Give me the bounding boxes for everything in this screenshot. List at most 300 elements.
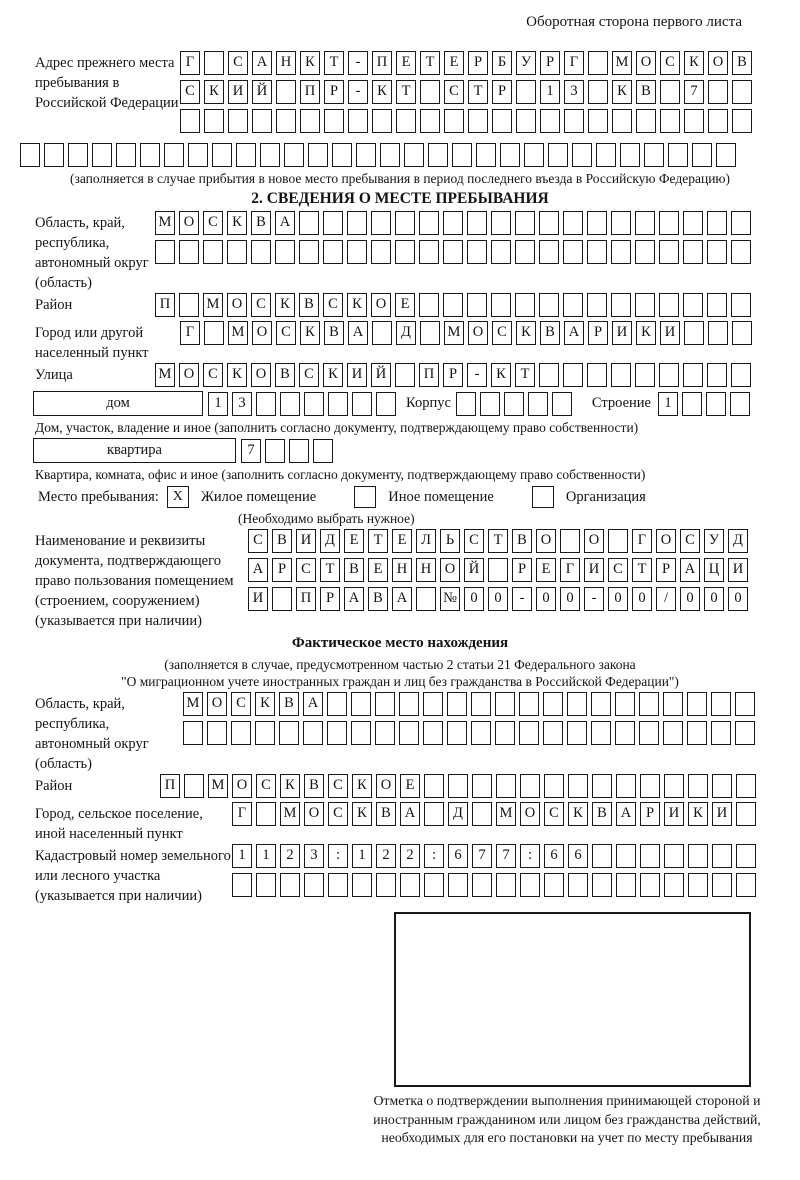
char-box[interactable] (640, 844, 660, 868)
char-box[interactable]: П (296, 587, 316, 611)
char-box[interactable] (372, 321, 392, 345)
char-box[interactable] (299, 211, 319, 235)
char-box[interactable] (284, 143, 304, 167)
char-box[interactable]: Р (272, 558, 292, 582)
char-box[interactable] (304, 392, 324, 416)
char-box[interactable] (659, 240, 679, 264)
char-box[interactable] (443, 240, 463, 264)
char-box[interactable] (472, 873, 492, 897)
char-box[interactable]: - (348, 51, 368, 75)
char-box[interactable]: Т (515, 363, 535, 387)
char-box[interactable]: М (228, 321, 248, 345)
char-box[interactable]: 6 (544, 844, 564, 868)
char-box[interactable] (543, 721, 563, 745)
char-box[interactable]: К (275, 293, 295, 317)
char-box[interactable]: В (732, 51, 752, 75)
char-box[interactable]: 7 (241, 439, 261, 463)
char-box[interactable]: Т (488, 529, 508, 553)
char-box[interactable]: Н (416, 558, 436, 582)
char-box[interactable] (496, 873, 516, 897)
char-box[interactable] (515, 240, 535, 264)
char-box[interactable]: К (688, 802, 708, 826)
char-box[interactable] (495, 721, 515, 745)
char-box[interactable]: А (303, 692, 323, 716)
char-box[interactable] (447, 721, 467, 745)
char-box[interactable]: К (227, 211, 247, 235)
char-box[interactable] (568, 774, 588, 798)
char-box[interactable]: Г (560, 558, 580, 582)
char-box[interactable] (688, 873, 708, 897)
char-box[interactable]: И (296, 529, 316, 553)
char-box[interactable] (616, 844, 636, 868)
char-box[interactable] (183, 721, 203, 745)
char-box[interactable]: В (344, 558, 364, 582)
char-box[interactable]: № (440, 587, 460, 611)
char-box[interactable]: И (248, 587, 268, 611)
char-box[interactable]: Т (324, 51, 344, 75)
char-box[interactable] (116, 143, 136, 167)
char-box[interactable]: 2 (376, 844, 396, 868)
char-box[interactable] (664, 844, 684, 868)
char-box[interactable] (420, 109, 440, 133)
char-box[interactable] (395, 240, 415, 264)
char-box[interactable] (528, 392, 548, 416)
char-box[interactable]: О (468, 321, 488, 345)
char-box[interactable] (640, 873, 660, 897)
char-box[interactable]: У (704, 529, 724, 553)
char-box[interactable]: С (231, 692, 251, 716)
char-box[interactable]: Т (420, 51, 440, 75)
char-box[interactable]: О (376, 774, 396, 798)
char-box[interactable]: Е (392, 529, 412, 553)
char-box[interactable] (488, 558, 508, 582)
char-box[interactable] (324, 109, 344, 133)
char-box[interactable] (204, 51, 224, 75)
char-box[interactable]: 0 (536, 587, 556, 611)
char-box[interactable]: Р (468, 51, 488, 75)
char-box[interactable] (712, 844, 732, 868)
char-box[interactable] (375, 721, 395, 745)
char-box[interactable] (304, 873, 324, 897)
char-box[interactable] (664, 774, 684, 798)
char-box[interactable] (572, 143, 592, 167)
char-box[interactable]: Г (180, 51, 200, 75)
char-box[interactable]: Д (396, 321, 416, 345)
char-box[interactable] (592, 774, 612, 798)
char-box[interactable]: О (232, 774, 252, 798)
char-box[interactable] (308, 143, 328, 167)
char-box[interactable] (640, 774, 660, 798)
char-box[interactable] (706, 392, 726, 416)
char-box[interactable]: С (608, 558, 628, 582)
char-box[interactable] (256, 802, 276, 826)
char-box[interactable] (404, 143, 424, 167)
char-box[interactable] (207, 721, 227, 745)
char-box[interactable] (376, 873, 396, 897)
char-box[interactable] (639, 692, 659, 716)
char-box[interactable]: П (419, 363, 439, 387)
char-box[interactable]: 7 (684, 80, 704, 104)
char-box[interactable] (164, 143, 184, 167)
char-box[interactable]: К (352, 774, 372, 798)
char-box[interactable]: А (252, 51, 272, 75)
char-box[interactable]: К (516, 321, 536, 345)
char-box[interactable]: О (520, 802, 540, 826)
char-box[interactable] (496, 774, 516, 798)
char-box[interactable]: К (300, 51, 320, 75)
char-box[interactable] (515, 211, 535, 235)
char-box[interactable]: В (304, 774, 324, 798)
char-box[interactable] (468, 109, 488, 133)
char-box[interactable] (300, 109, 320, 133)
char-box[interactable]: А (680, 558, 700, 582)
char-box[interactable] (265, 439, 285, 463)
char-box[interactable] (682, 392, 702, 416)
char-box[interactable] (663, 692, 683, 716)
char-box[interactable]: К (255, 692, 275, 716)
char-box[interactable] (492, 109, 512, 133)
char-box[interactable] (592, 873, 612, 897)
char-box[interactable]: В (376, 802, 396, 826)
char-box[interactable]: Е (396, 51, 416, 75)
char-box[interactable] (548, 143, 568, 167)
char-box[interactable]: М (203, 293, 223, 317)
char-box[interactable]: А (400, 802, 420, 826)
char-box[interactable] (260, 143, 280, 167)
char-box[interactable]: Й (252, 80, 272, 104)
char-box[interactable] (275, 240, 295, 264)
char-box[interactable]: К (227, 363, 247, 387)
char-box[interactable] (716, 143, 736, 167)
char-box[interactable] (456, 392, 476, 416)
char-box[interactable]: Е (368, 558, 388, 582)
char-box[interactable]: У (516, 51, 536, 75)
char-box[interactable]: Т (396, 80, 416, 104)
char-box[interactable]: К (684, 51, 704, 75)
char-box[interactable] (303, 721, 323, 745)
char-box[interactable] (204, 321, 224, 345)
char-box[interactable] (735, 721, 755, 745)
char-box[interactable] (375, 692, 395, 716)
char-box[interactable] (544, 774, 564, 798)
char-box[interactable] (395, 211, 415, 235)
char-box[interactable]: 6 (448, 844, 468, 868)
char-box[interactable] (708, 109, 728, 133)
char-box[interactable]: 0 (704, 587, 724, 611)
char-box[interactable]: К (323, 363, 343, 387)
char-box[interactable] (560, 529, 580, 553)
char-box[interactable]: П (372, 51, 392, 75)
char-box[interactable] (323, 211, 343, 235)
char-box[interactable] (711, 692, 731, 716)
char-box[interactable]: Ц (704, 558, 724, 582)
char-box[interactable] (276, 109, 296, 133)
char-box[interactable] (452, 143, 472, 167)
char-box[interactable]: К (612, 80, 632, 104)
char-box[interactable]: С (180, 80, 200, 104)
char-box[interactable] (516, 80, 536, 104)
char-box[interactable]: 1 (352, 844, 372, 868)
char-box[interactable]: О (584, 529, 604, 553)
char-box[interactable] (347, 211, 367, 235)
char-box[interactable]: И (728, 558, 748, 582)
char-box[interactable]: М (155, 363, 175, 387)
char-box[interactable] (204, 109, 224, 133)
char-box[interactable] (180, 109, 200, 133)
char-box[interactable] (327, 692, 347, 716)
char-box[interactable]: М (444, 321, 464, 345)
char-box[interactable]: В (251, 211, 271, 235)
char-box[interactable]: М (612, 51, 632, 75)
char-box[interactable] (252, 109, 272, 133)
char-box[interactable] (731, 363, 751, 387)
char-box[interactable]: О (708, 51, 728, 75)
char-box[interactable]: Р (640, 802, 660, 826)
char-box[interactable] (687, 692, 707, 716)
char-box[interactable]: Н (392, 558, 412, 582)
char-box[interactable]: С (256, 774, 276, 798)
char-box[interactable]: 3 (304, 844, 324, 868)
char-box[interactable]: К (568, 802, 588, 826)
char-box[interactable]: С (276, 321, 296, 345)
char-box[interactable] (472, 802, 492, 826)
char-box[interactable]: 3 (232, 392, 252, 416)
char-box[interactable] (155, 240, 175, 264)
char-box[interactable] (289, 439, 309, 463)
char-box[interactable] (668, 143, 688, 167)
char-box[interactable]: 0 (560, 587, 580, 611)
char-box[interactable] (736, 802, 756, 826)
char-box[interactable]: 0 (728, 587, 748, 611)
char-box[interactable]: Т (632, 558, 652, 582)
char-box[interactable]: В (299, 293, 319, 317)
char-box[interactable]: Р (588, 321, 608, 345)
char-box[interactable]: Д (448, 802, 468, 826)
char-box[interactable] (299, 240, 319, 264)
char-box[interactable]: Р (320, 587, 340, 611)
char-box[interactable] (731, 240, 751, 264)
char-box[interactable]: 1 (540, 80, 560, 104)
char-box[interactable] (616, 774, 636, 798)
char-box[interactable]: С (228, 51, 248, 75)
char-box[interactable] (471, 721, 491, 745)
char-box[interactable]: 1 (208, 392, 228, 416)
char-box[interactable]: 0 (632, 587, 652, 611)
char-box[interactable]: О (371, 293, 391, 317)
char-box[interactable] (712, 774, 732, 798)
char-box[interactable] (707, 363, 727, 387)
char-box[interactable] (736, 844, 756, 868)
char-box[interactable] (347, 240, 367, 264)
char-box[interactable]: Е (400, 774, 420, 798)
char-box[interactable] (730, 392, 750, 416)
char-box[interactable] (256, 392, 276, 416)
char-box[interactable] (683, 363, 703, 387)
char-box[interactable]: И (660, 321, 680, 345)
char-box[interactable] (140, 143, 160, 167)
char-box[interactable] (736, 873, 756, 897)
char-box[interactable] (351, 721, 371, 745)
char-box[interactable]: С (251, 293, 271, 317)
char-box[interactable] (684, 109, 704, 133)
char-box[interactable] (495, 692, 515, 716)
char-box[interactable]: С (660, 51, 680, 75)
char-box[interactable]: 0 (464, 587, 484, 611)
char-box[interactable]: О (304, 802, 324, 826)
char-box[interactable] (659, 293, 679, 317)
char-box[interactable] (423, 721, 443, 745)
char-box[interactable]: П (160, 774, 180, 798)
char-box[interactable] (255, 721, 275, 745)
char-box[interactable]: И (612, 321, 632, 345)
char-box[interactable] (328, 873, 348, 897)
char-box[interactable] (256, 873, 276, 897)
char-box[interactable] (683, 211, 703, 235)
char-box[interactable] (639, 721, 659, 745)
char-box[interactable] (420, 80, 440, 104)
char-box[interactable]: 1 (256, 844, 276, 868)
char-box[interactable]: Н (276, 51, 296, 75)
char-box[interactable] (611, 293, 631, 317)
char-box[interactable] (524, 143, 544, 167)
char-box[interactable]: Г (564, 51, 584, 75)
char-box[interactable]: Г (180, 321, 200, 345)
char-box[interactable] (611, 240, 631, 264)
char-box[interactable]: 2 (400, 844, 420, 868)
char-box[interactable] (596, 143, 616, 167)
char-box[interactable] (731, 293, 751, 317)
char-box[interactable] (351, 692, 371, 716)
char-box[interactable] (212, 143, 232, 167)
char-box[interactable]: О (636, 51, 656, 75)
char-box[interactable] (179, 240, 199, 264)
char-box[interactable] (471, 692, 491, 716)
char-box[interactable]: : (520, 844, 540, 868)
char-box[interactable] (563, 363, 583, 387)
char-box[interactable] (611, 211, 631, 235)
char-box[interactable]: Т (320, 558, 340, 582)
char-box[interactable]: М (208, 774, 228, 798)
char-box[interactable]: М (183, 692, 203, 716)
char-box[interactable]: В (368, 587, 388, 611)
char-box[interactable] (563, 293, 583, 317)
char-box[interactable] (708, 321, 728, 345)
char-box[interactable]: 2 (280, 844, 300, 868)
char-box[interactable] (515, 293, 535, 317)
char-box[interactable] (251, 240, 271, 264)
char-box[interactable] (419, 293, 439, 317)
char-box[interactable] (179, 293, 199, 317)
char-box[interactable]: Г (232, 802, 252, 826)
char-box[interactable] (424, 873, 444, 897)
char-box[interactable]: К (491, 363, 511, 387)
char-box[interactable] (423, 692, 443, 716)
char-box[interactable] (519, 721, 539, 745)
char-box[interactable] (420, 321, 440, 345)
char-box[interactable]: 7 (496, 844, 516, 868)
char-box[interactable]: Р (324, 80, 344, 104)
char-box[interactable]: - (512, 587, 532, 611)
char-box[interactable] (567, 692, 587, 716)
char-box[interactable] (20, 143, 40, 167)
char-box[interactable] (688, 844, 708, 868)
char-box[interactable]: - (467, 363, 487, 387)
char-box[interactable] (203, 240, 223, 264)
char-box[interactable] (227, 240, 247, 264)
char-box[interactable] (352, 873, 372, 897)
char-box[interactable]: К (300, 321, 320, 345)
char-box[interactable] (712, 873, 732, 897)
char-box[interactable]: А (392, 587, 412, 611)
char-box[interactable] (635, 211, 655, 235)
char-box[interactable] (467, 211, 487, 235)
char-box[interactable]: 6 (568, 844, 588, 868)
char-box[interactable]: Т (468, 80, 488, 104)
char-box[interactable] (735, 692, 755, 716)
char-box[interactable]: Р (443, 363, 463, 387)
char-box[interactable]: Р (540, 51, 560, 75)
char-box[interactable] (644, 143, 664, 167)
char-box[interactable] (543, 692, 563, 716)
stay-type-checkbox-residential[interactable]: X (167, 486, 189, 508)
char-box[interactable]: 0 (680, 587, 700, 611)
char-box[interactable]: С (464, 529, 484, 553)
char-box[interactable] (491, 240, 511, 264)
char-box[interactable]: К (204, 80, 224, 104)
char-box[interactable] (356, 143, 376, 167)
char-box[interactable] (539, 211, 559, 235)
char-box[interactable] (480, 392, 500, 416)
char-box[interactable]: / (656, 587, 676, 611)
char-box[interactable] (313, 439, 333, 463)
char-box[interactable] (587, 211, 607, 235)
char-box[interactable]: О (536, 529, 556, 553)
char-box[interactable] (443, 211, 463, 235)
char-box[interactable] (272, 587, 292, 611)
char-box[interactable] (371, 240, 391, 264)
char-box[interactable] (443, 293, 463, 317)
char-box[interactable] (711, 721, 731, 745)
char-box[interactable]: П (300, 80, 320, 104)
char-box[interactable] (608, 529, 628, 553)
char-box[interactable]: С (444, 80, 464, 104)
char-box[interactable]: Е (536, 558, 556, 582)
char-box[interactable]: С (328, 802, 348, 826)
char-box[interactable]: Г (632, 529, 652, 553)
char-box[interactable] (332, 143, 352, 167)
char-box[interactable] (539, 293, 559, 317)
char-box[interactable]: Ь (440, 529, 460, 553)
char-box[interactable] (539, 363, 559, 387)
char-box[interactable]: М (496, 802, 516, 826)
char-box[interactable] (396, 109, 416, 133)
stay-type-checkbox-organization[interactable] (532, 486, 554, 508)
char-box[interactable] (707, 211, 727, 235)
char-box[interactable] (328, 392, 348, 416)
char-box[interactable]: О (252, 321, 272, 345)
char-box[interactable]: С (328, 774, 348, 798)
char-box[interactable] (424, 802, 444, 826)
char-box[interactable] (372, 109, 392, 133)
char-box[interactable] (687, 721, 707, 745)
char-box[interactable] (636, 109, 656, 133)
char-box[interactable] (348, 109, 368, 133)
char-box[interactable]: О (227, 293, 247, 317)
char-box[interactable]: 7 (472, 844, 492, 868)
char-box[interactable] (231, 721, 251, 745)
char-box[interactable]: А (275, 211, 295, 235)
char-box[interactable]: О (656, 529, 676, 553)
